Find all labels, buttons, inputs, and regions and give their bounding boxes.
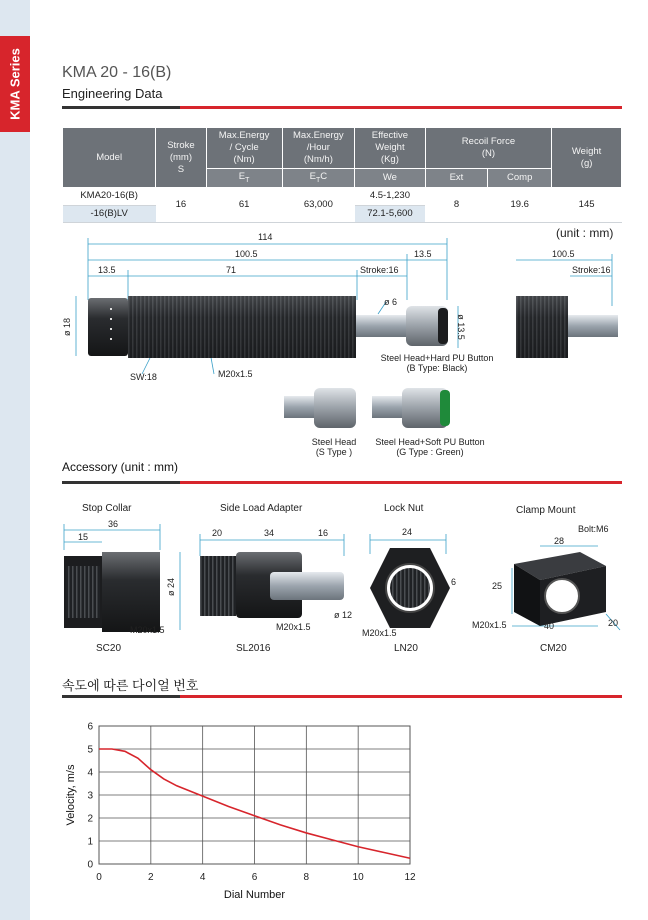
acc-dim: 20 [212, 528, 223, 538]
y-tick-label: 4 [87, 767, 93, 779]
acc-dim: 40 [544, 621, 555, 631]
dim-phi13-5: ø 13.5 [455, 314, 466, 340]
th-recoil: Recoil Force (N) [425, 128, 551, 169]
cell-eff-weight: 4.5-1,230 [355, 188, 426, 205]
th-we: We [355, 168, 426, 188]
dim-13-5-left: 13.5 [98, 265, 116, 275]
label-b-type: Steel Head+Hard PU Button (B Type: Black) [380, 353, 494, 373]
acc-dim: 15 [78, 532, 89, 542]
x-tick-label: 10 [352, 872, 364, 883]
x-tick-label: 8 [303, 872, 310, 883]
accessory-name: Lock Nut [384, 503, 424, 514]
th-eff-weight: Effective Weight (Kg) [355, 128, 426, 169]
acc-dim: M20x1.5 [362, 628, 397, 638]
series-tag-label: KMA Series [7, 48, 23, 120]
acc-dim: 34 [264, 528, 275, 538]
accessory-title: Accessory (unit : mm) [62, 460, 179, 474]
acc-dim: 20 [608, 618, 619, 628]
page-subtitle: Engineering Data [62, 86, 163, 101]
cell-stroke: 16 [156, 188, 206, 223]
unit-label: (unit : mm) [556, 226, 614, 240]
th-etc: $E_TC$ [282, 168, 355, 188]
velocity-title: 속도에 따른 다이얼 번호 [62, 678, 199, 693]
cell-energy-hour: 63,000 [282, 188, 355, 223]
th-stroke: Stroke (mm) S [156, 128, 206, 188]
accessory-code: CM20 [540, 643, 567, 654]
y-tick-label: 1 [87, 836, 93, 848]
acc-dim: ø 24 [166, 577, 177, 597]
dim-stroke-16: Stroke:16 [360, 265, 399, 275]
x-tick-label: 0 [96, 872, 102, 883]
y-tick-label: 3 [87, 790, 93, 802]
label-sw18: SW:18 [130, 372, 157, 382]
th-et: $E_T$ [206, 168, 282, 188]
cell-comp: 19.6 [488, 188, 552, 223]
y-tick-label: 0 [87, 859, 93, 871]
x-tick-label: 2 [148, 872, 154, 883]
acc-dim: Bolt:M6 [578, 524, 609, 534]
th-comp: Comp [488, 168, 552, 188]
x-tick-label: 4 [199, 872, 206, 883]
acc-dim: M20x1.5 [130, 625, 165, 635]
y-tick-label: 2 [87, 813, 93, 825]
accessory-name: Side Load Adapter [220, 503, 303, 514]
x-tick-label: 12 [404, 872, 416, 883]
th-energy-hour: Max.Energy /Hour (Nm/h) [282, 128, 355, 169]
accessory-code: SL2016 [236, 643, 271, 654]
th-ext: Ext [425, 168, 487, 188]
acc-dim: M20x1.5 [276, 622, 311, 632]
label-g-type: Steel Head+Soft PU Button (G Type : Green) [375, 437, 485, 457]
y-tick-label: 5 [87, 744, 93, 756]
acc-dim: 16 [318, 528, 329, 538]
page-title: KMA 20 - 16(B) [62, 64, 172, 81]
acc-dim: 25 [492, 581, 503, 591]
dim-side-stroke: Stroke:16 [572, 265, 611, 275]
cell-weight: 145 [552, 188, 622, 223]
acc-dim: 28 [554, 536, 565, 546]
th-model: Model [63, 128, 156, 188]
cell-model: -16(B)LV [63, 205, 156, 222]
dim-71: 71 [226, 265, 237, 275]
y-axis-label: Velocity, m/s [65, 764, 77, 826]
acc-dim: 36 [108, 519, 119, 529]
cell-ext: 8 [425, 188, 487, 223]
dim-side-100-5: 100.5 [552, 249, 575, 259]
acc-dim: 6 [451, 577, 457, 587]
dim-phi18: ø 18 [62, 317, 73, 337]
accessory-name: Clamp Mount [516, 505, 576, 516]
dim-100-5: 100.5 [235, 249, 258, 259]
dim-13-5-right: 13.5 [414, 249, 432, 259]
x-tick-label: 6 [251, 872, 258, 883]
label-m20: M20x1.5 [218, 369, 253, 379]
acc-dim: ø 12 [334, 610, 353, 620]
dim-phi6: ø 6 [384, 297, 398, 307]
th-energy-cycle: Max.Energy / Cycle (Nm) [206, 128, 282, 169]
acc-dim: M20x1.5 [472, 620, 507, 630]
th-weight: Weight (g) [552, 128, 622, 188]
accessory-code: SC20 [96, 643, 122, 654]
accessory-name: Stop Collar [82, 503, 132, 514]
y-tick-label: 6 [87, 721, 93, 733]
dim-114: 114 [258, 232, 273, 242]
acc-dim: 24 [402, 527, 413, 537]
accessory-code: LN20 [394, 643, 418, 654]
label-s-type: Steel Head (S Type ) [311, 437, 357, 457]
cell-eff-weight: 72.1-5,600 [355, 205, 426, 222]
cell-energy-cycle: 61 [206, 188, 282, 223]
cell-model: KMA20-16(B) [63, 188, 156, 205]
x-axis-label: Dial Number [223, 889, 286, 901]
